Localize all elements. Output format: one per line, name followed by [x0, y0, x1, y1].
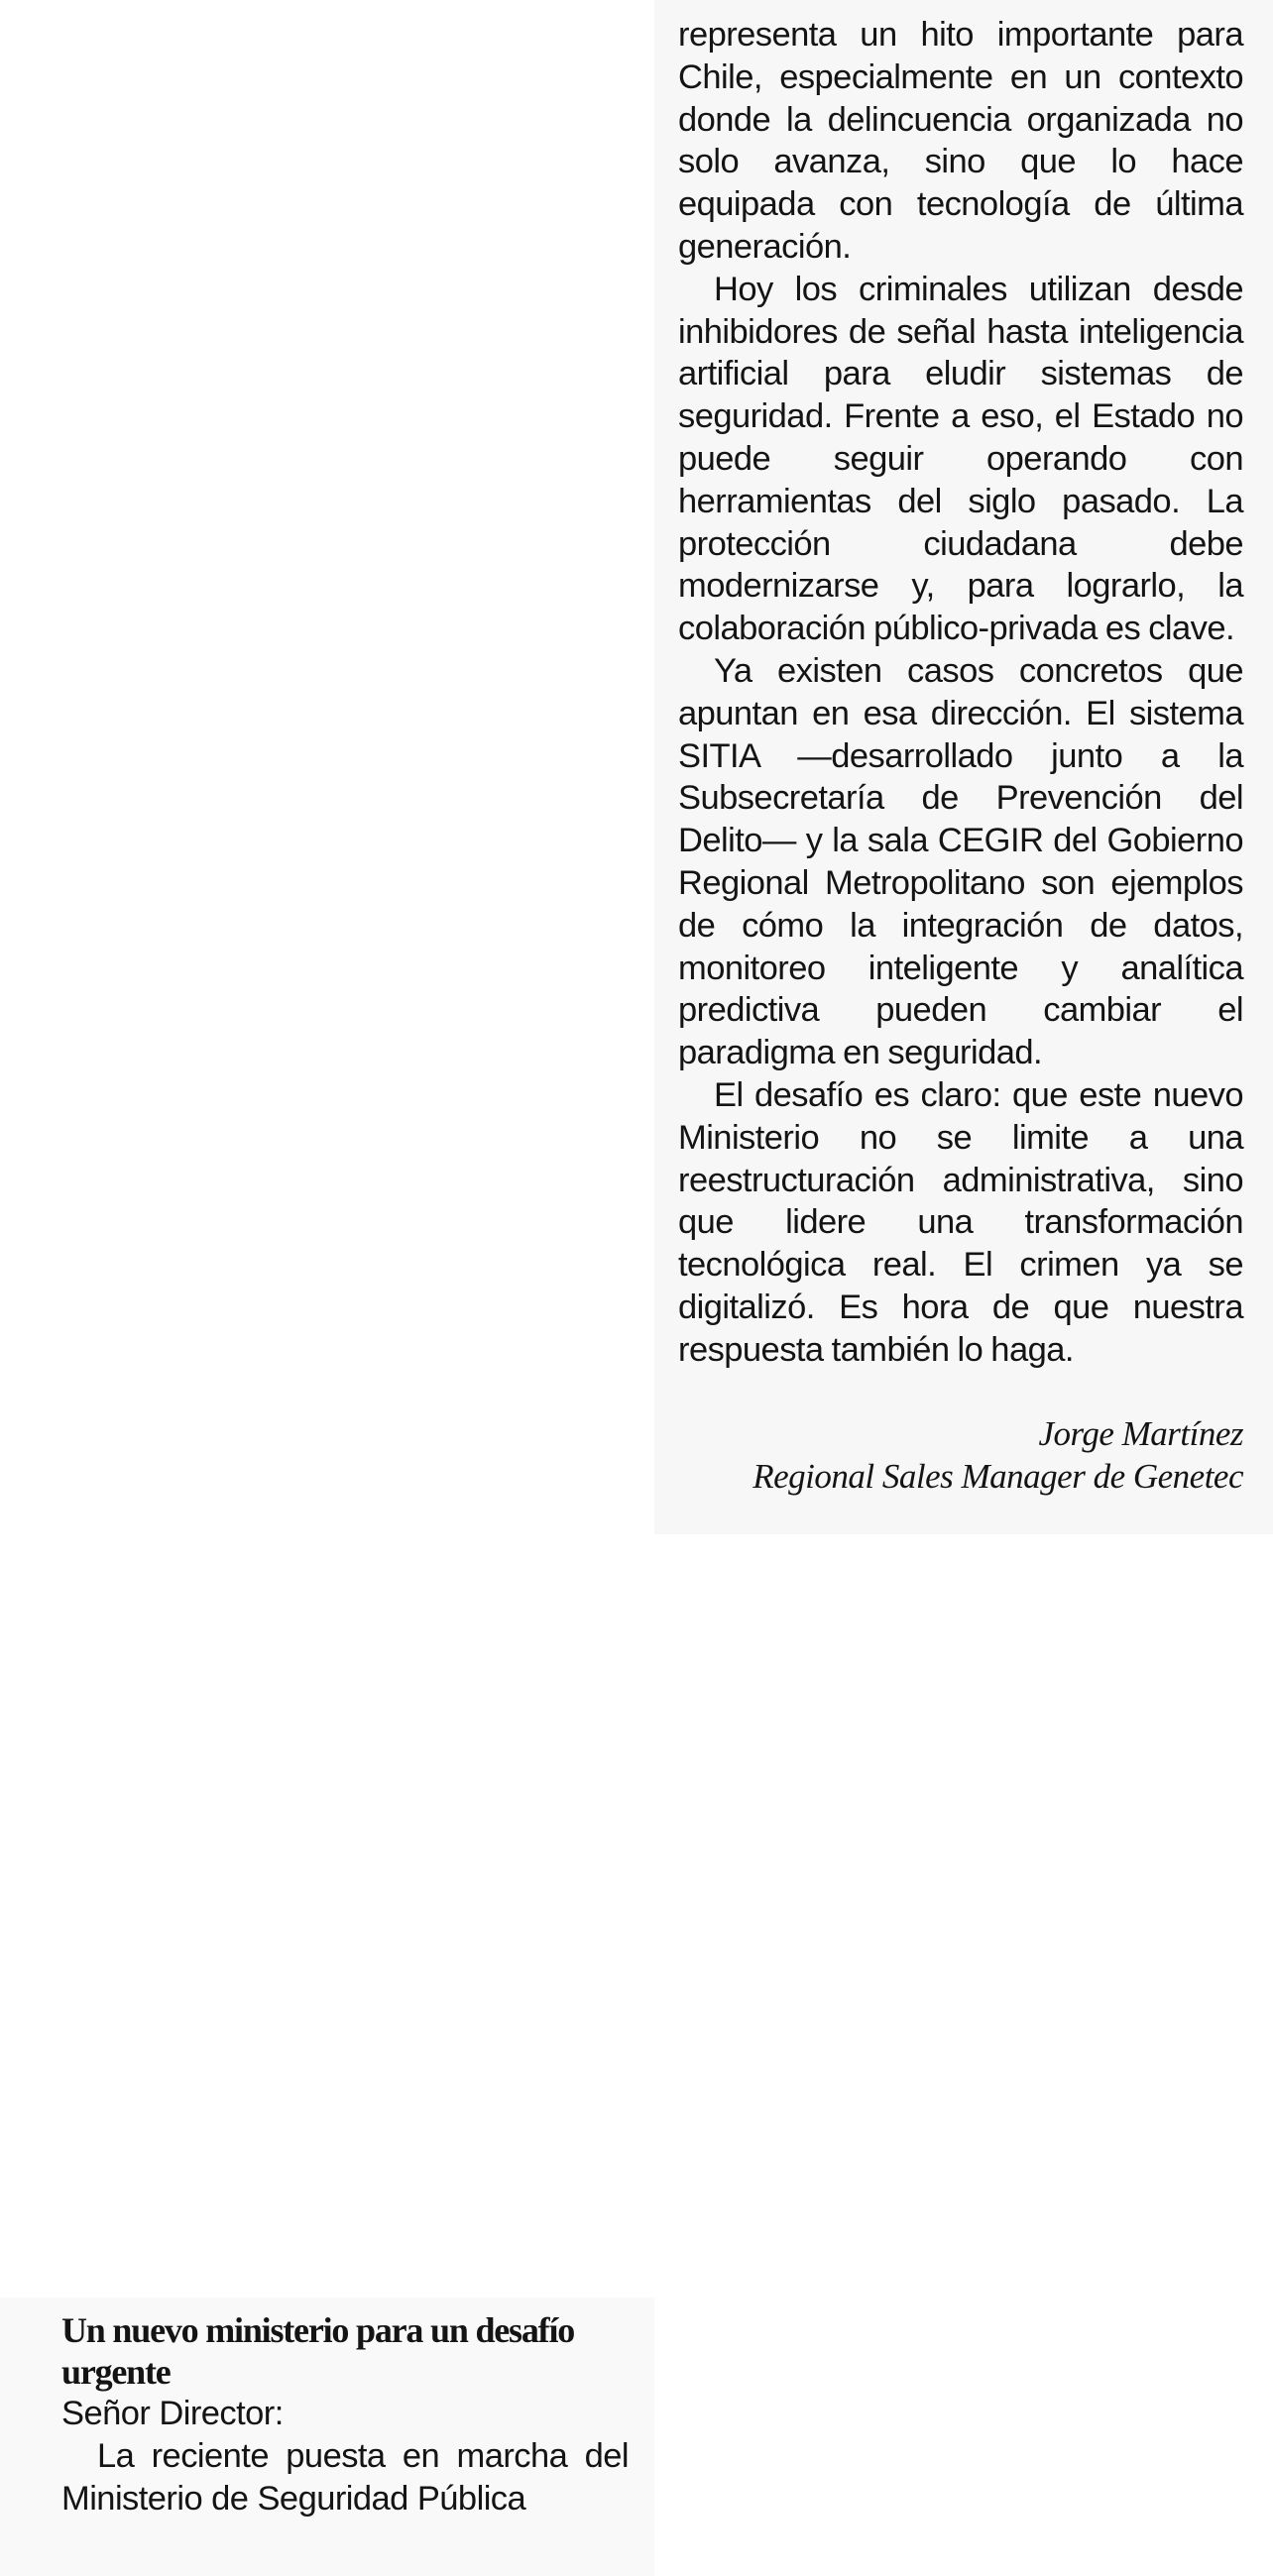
author-role: Regional Sales Manager de Genetec — [752, 1457, 1243, 1496]
signature-block — [678, 1412, 1243, 1498]
letter-salutation: Señor Director: — [61, 2395, 284, 2432]
letter-start — [61, 2309, 629, 2520]
letter-body — [678, 14, 1243, 1372]
body-paragraph-3: Ya existen casos concretos que apuntan en esa dirección. El sistema SITIA —desarrollado junto a la Subsecretaría de Prevención del Delito— y la sala CEGIR del Gobierno Regional Metropolitano son ejemplos de cómo la integración de datos, monitoreo inteligente y analítica predictiva pueden cambiar el paradigma en seguridad. — [678, 651, 1243, 1072]
letter-continuation-column — [654, 0, 1273, 1534]
letter-headline: Un nuevo ministerio para un desafío urgente — [61, 2310, 575, 2392]
letter-opening-paragraph: La reciente puesta en marcha del Ministerio de Seguridad Pública — [61, 2436, 629, 2518]
body-paragraph-1: representa un hito importante para Chile, especialmente en un contexto donde la delincuencia organizada no solo avanza, sino que lo hace equipada con tecnología de última generación. — [678, 16, 1243, 266]
body-paragraph-4: El desafío es claro: que este nuevo Ministerio no se limite a una reestructuración administrativa, sino que lidere una transformación tecnológica real. El crimen ya se digitalizó. Es hora de que nuestra respuesta también lo haga. — [678, 1075, 1243, 1369]
author-name: Jorge Martínez — [1038, 1414, 1243, 1453]
letter-start-column — [0, 2297, 654, 2576]
body-paragraph-2: Hoy los criminales utilizan desde inhibidores de señal hasta inteligencia artificial para eludir sistemas de seguridad. Frente a eso, el Estado no puede seguir operando con herramientas del siglo pasado. La protección ciudadana debe modernizarse y, para lograrlo, la colaboración público-privada es clave. — [678, 270, 1243, 648]
